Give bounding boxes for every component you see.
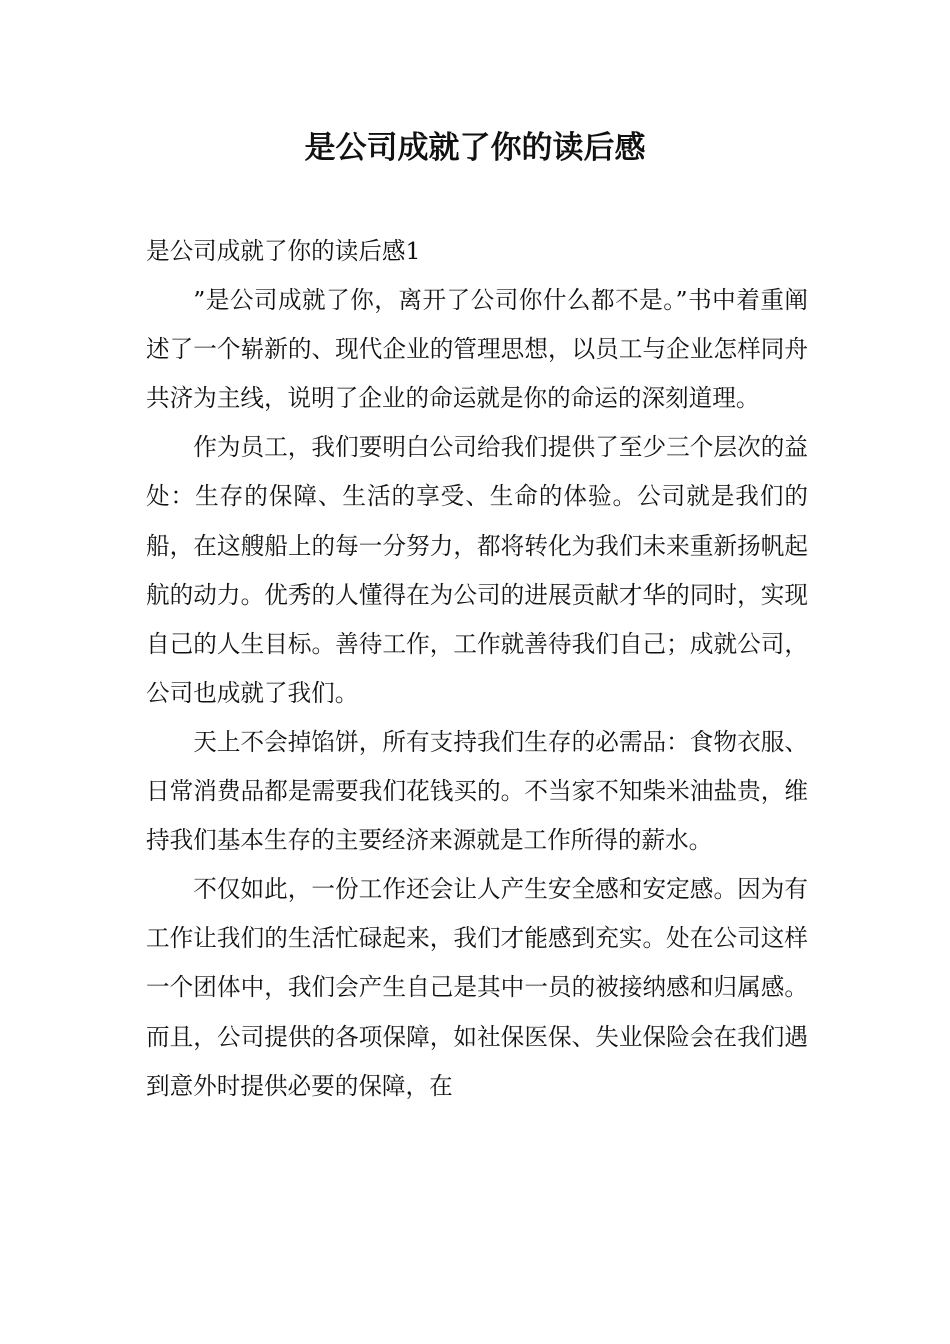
paragraph-3: 天上不会掉馅饼，所有支持我们生存的必需品：食物衣服、日常消费品都是需要我们花钱买的。不当家不知柴米油盐贵，维持我们基本生存的主要经济来源就是工作所得的薪水。 bbox=[146, 727, 808, 855]
paragraph-2: 作为员工，我们要明白公司给我们提供了至少三个层次的益处：生存的保障、生活的享受、生命的体验。公司就是我们的船，在这艘船上的每一分努力，都将转化为我们未来重新扬帆起航的动力。优秀的人懂得在为公司的进展贡献才华的同时，实现自己的人生目标。善待工作，工作就善待我们自己；成就公司，公司也成就了我们。 bbox=[146, 433, 808, 707]
document-title: 是公司成就了你的读后感 bbox=[304, 130, 646, 166]
section-heading: 是公司成就了你的读后感1 bbox=[146, 237, 421, 265]
paragraph-1: ”是公司成就了你，离开了公司你什么都不是。”书中着重阐述了一个崭新的、现代企业的管理思想，以员工与企业怎样同舟共济为主线，说明了企业的命运就是你的命运的深刻道理。 bbox=[146, 286, 808, 413]
paragraph-4: 不仅如此，一份工作还会让人产生安全感和安定感。因为有工作让我们的生活忙碌起来，我们才能感到充实。处在公司这样一个团体中，我们会产生自己是其中一员的被接纳感和归属感。而且，公司提供的各项保障，如社保医保、失业保险会在我们遇到意外时提供必要的保障，在 bbox=[146, 875, 808, 1100]
document-body bbox=[146, 227, 808, 1111]
